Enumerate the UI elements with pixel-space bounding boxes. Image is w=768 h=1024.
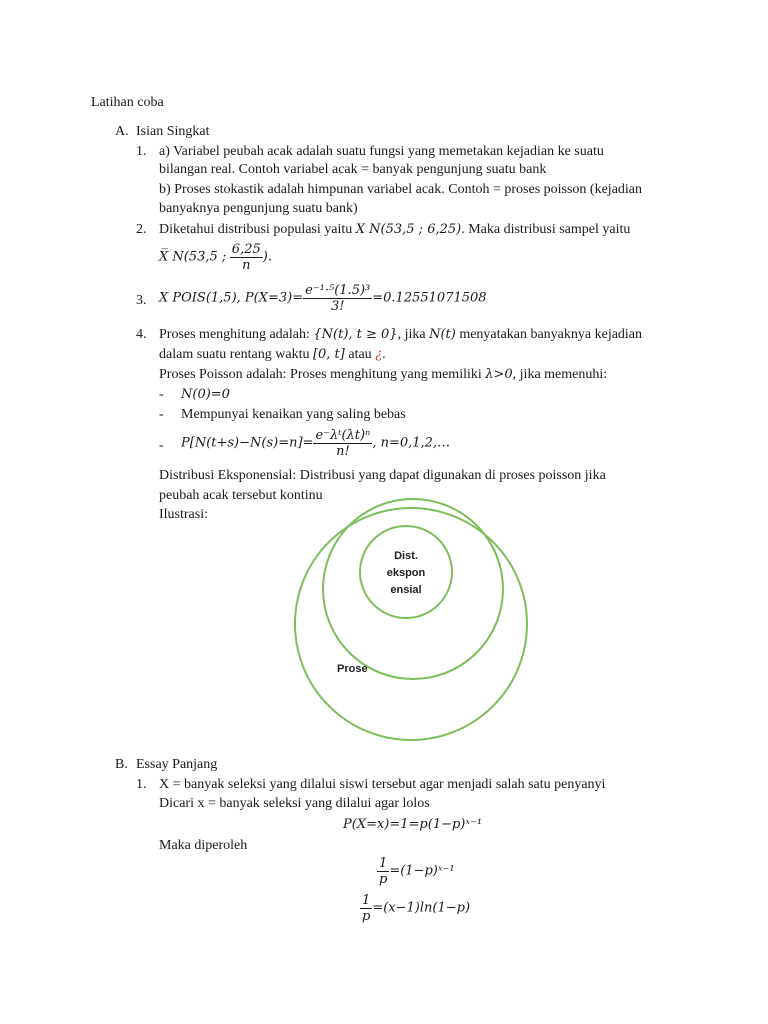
item-4-number: 4. bbox=[136, 327, 147, 342]
bullet-1-marker: - bbox=[159, 387, 164, 402]
illustration-label: Ilustrasi: bbox=[159, 507, 208, 522]
bullet-2-marker: - bbox=[159, 407, 164, 422]
item-4-line-1-mid: , jika bbox=[397, 327, 426, 342]
item-4-line-2-end: . bbox=[382, 347, 386, 362]
fraction-denominator: n! bbox=[336, 444, 350, 459]
section-a-heading: Isian Singkat bbox=[136, 124, 210, 139]
poisson-increment-fraction bbox=[313, 428, 372, 459]
fraction-numerator: e⁻¹·⁵(1.5)³ bbox=[305, 283, 371, 298]
inner-label-line-2: ekspon bbox=[386, 567, 426, 579]
item-1-line-2: bilangan real. Contoh variabel acak = banyak pengunjung suatu bank bbox=[159, 162, 547, 177]
fraction-numerator: 1 bbox=[377, 856, 389, 872]
item-4-line-2 bbox=[159, 346, 386, 364]
fraction-denominator: 3! bbox=[330, 299, 345, 314]
item-1-line-3: b) Proses stokastik adalah himpunan variabel acak. Contoh = proses poisson (kejadian bbox=[159, 182, 643, 197]
counting-function: N(t) bbox=[429, 327, 456, 342]
essay-item-1-line-2: Dicari x = banyak seleksi yang dilalui agar lolos bbox=[159, 796, 430, 811]
item-1-number: 1. bbox=[136, 144, 147, 159]
section-b-heading: Essay Panjang bbox=[136, 757, 218, 772]
poisson-equation-prefix: X POIS(1,5), P(X=3)= bbox=[159, 290, 304, 306]
item-2-line-1 bbox=[159, 221, 630, 239]
item-2-after-text: . Maka distribusi sampel yaitu bbox=[461, 222, 631, 237]
item-2-number: 2. bbox=[136, 222, 147, 237]
one-over-p-fraction bbox=[377, 856, 389, 887]
time-interval-text: dalam suatu rentang waktu bbox=[159, 347, 310, 362]
bullet-1-text: N(0)=0 bbox=[181, 387, 230, 402]
bullet-3-marker: - bbox=[159, 438, 164, 453]
poisson-equation-result: =0.12551071508 bbox=[372, 290, 487, 306]
sample-distribution-prefix: X̅ N(53,5 ; bbox=[159, 249, 227, 265]
derivation-equation-2-rhs: =(x−1)ln(1−p) bbox=[372, 900, 471, 916]
derivation-equation-1 bbox=[377, 856, 455, 887]
counting-process-text: Proses menghitung adalah: bbox=[159, 327, 310, 342]
fraction-numerator: e⁻λᵗ(λt)ⁿ bbox=[315, 428, 371, 443]
lambda-condition: λ>0 bbox=[485, 367, 513, 382]
poisson-increment-prefix: P[N(t+s)−N(s)=n]= bbox=[181, 435, 314, 451]
item-1-line-1: a) Variabel peubah acak adalah suatu fungsi yang memetakan kejadian ke suatu bbox=[159, 144, 604, 159]
nested-circles-diagram bbox=[280, 495, 540, 755]
poisson-probability-equation bbox=[159, 283, 487, 314]
sample-distribution-suffix: ). bbox=[262, 249, 272, 265]
outer-region-label: Prose bbox=[337, 663, 368, 675]
sample-distribution-equation bbox=[159, 242, 272, 273]
poisson-increment-suffix: , n=0,1,2,… bbox=[372, 435, 451, 451]
sample-variance-fraction bbox=[230, 242, 263, 273]
bullet-2-text: Mempunyai kenaikan yang saling bebas bbox=[181, 407, 406, 422]
item-3-number: 3. bbox=[136, 293, 147, 308]
fraction-denominator: p bbox=[379, 872, 388, 887]
exponential-distribution-line-1: Distribusi Eksponensial: Distribusi yang dapat digunakan di proses poisson jika bbox=[159, 468, 606, 483]
inner-label-line-3: ensial bbox=[390, 584, 422, 596]
item-4-line-1-end: menyatakan banyaknya kejadian bbox=[459, 327, 643, 342]
item-4-line-3-end: , jika memenuhi: bbox=[512, 367, 608, 382]
fraction-denominator: p bbox=[362, 909, 371, 924]
essay-item-1-number: 1. bbox=[136, 777, 147, 792]
item-4-line-3 bbox=[159, 366, 607, 384]
item-4-line-1 bbox=[159, 326, 642, 344]
document-title: Latihan coba bbox=[91, 95, 164, 110]
item-4-line-2-atau: atau bbox=[348, 347, 372, 362]
geometric-probability-equation: P(X=x)=1=p(1−p)ˣ⁻¹ bbox=[343, 817, 483, 832]
item-2-text: Diketahui distribusi populasi yaitu bbox=[159, 222, 353, 237]
fraction-numerator: 1 bbox=[360, 893, 372, 909]
counting-process-set: {N(t), t ≥ 0} bbox=[313, 327, 398, 342]
essay-item-1-line-1: X = banyak seleksi yang dilalui siswi tersebut agar menjadi salah satu penyanyi bbox=[159, 777, 606, 792]
exponential-distribution-line-2: peubah acak tersebut kontinu bbox=[159, 488, 323, 503]
bullet-3-equation bbox=[181, 428, 450, 459]
time-interval: [0, t] bbox=[312, 347, 345, 362]
section-a-marker: A. bbox=[115, 124, 129, 139]
inverted-question-mark: ¿ bbox=[375, 347, 383, 362]
item-1-line-4: banyaknya pengunjung suatu bank) bbox=[159, 201, 358, 216]
derivation-equation-1-rhs: =(1−p)ˣ⁻¹ bbox=[389, 863, 455, 879]
population-distribution-equation: X N(53,5 ; 6,25) bbox=[355, 222, 462, 237]
poisson-process-text: Proses Poisson adalah: Proses menghitung yang memiliki bbox=[159, 367, 482, 382]
poisson-fraction bbox=[303, 283, 372, 314]
derivation-equation-2 bbox=[360, 893, 470, 924]
section-b-marker: B. bbox=[115, 757, 128, 772]
essay-item-1-line-3: Maka diperoleh bbox=[159, 838, 248, 853]
inner-label-line-1: Dist. bbox=[394, 550, 418, 562]
one-over-p-fraction bbox=[360, 893, 372, 924]
fraction-denominator: n bbox=[242, 258, 251, 273]
fraction-numerator: 6,25 bbox=[231, 242, 261, 257]
